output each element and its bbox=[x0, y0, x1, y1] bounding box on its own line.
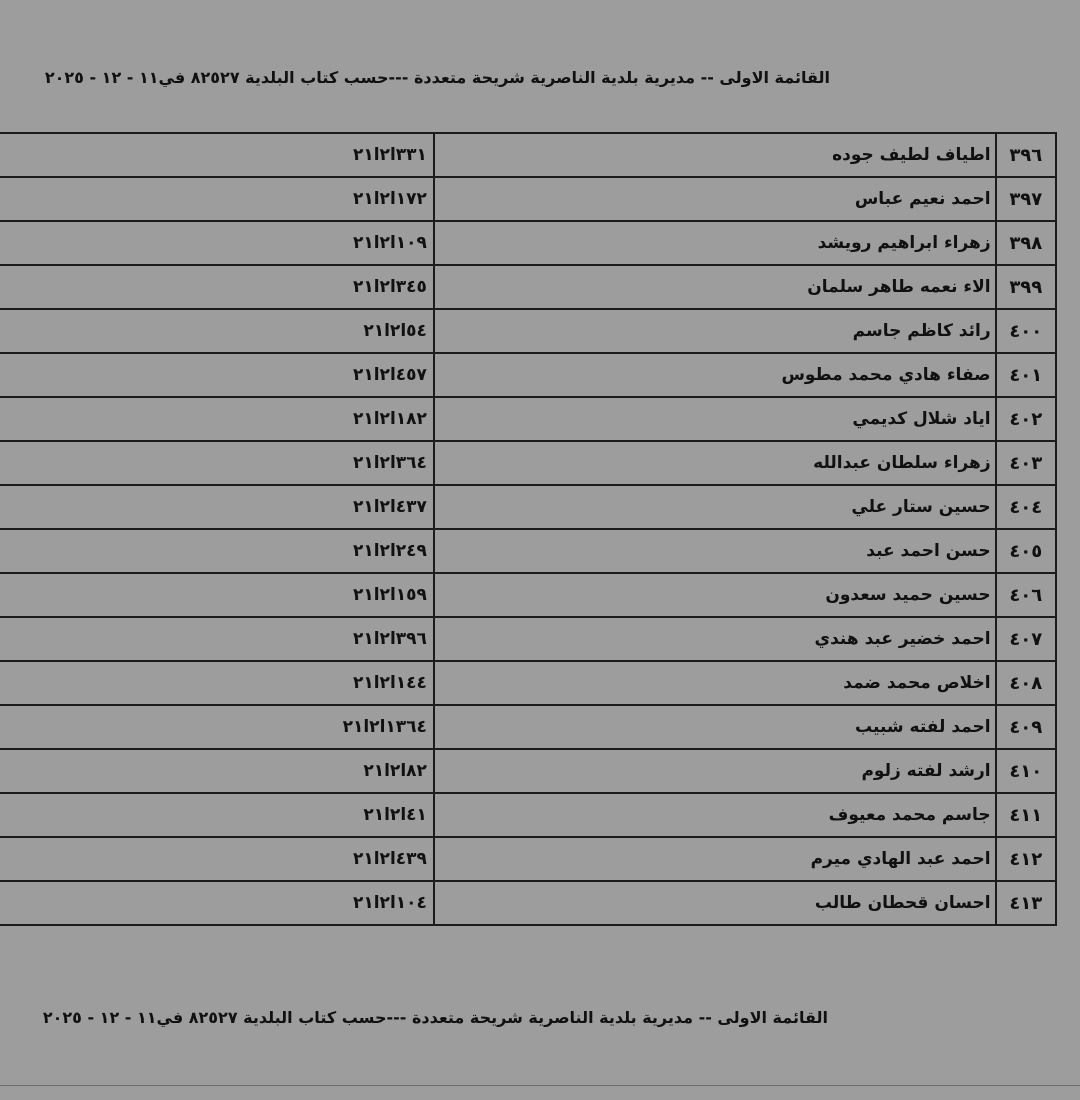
row-name: الاء نعمه طاهر سلمان bbox=[434, 265, 996, 309]
row-code: ١٣٦٤ا٢ا٢١ bbox=[0, 705, 434, 749]
row-name: احمد لفته شبيب bbox=[434, 705, 996, 749]
table-row bbox=[0, 529, 1056, 573]
row-number: ٣٩٩ bbox=[996, 265, 1056, 309]
table-row bbox=[0, 133, 1056, 177]
row-code: ١٨٢ا٢ا٢١ bbox=[0, 397, 434, 441]
row-code: ٤١ا٢ا٢١ bbox=[0, 793, 434, 837]
table-row bbox=[0, 221, 1056, 265]
table-row bbox=[0, 441, 1056, 485]
row-number: ٤٠٤ bbox=[996, 485, 1056, 529]
table-row bbox=[0, 265, 1056, 309]
row-name: حسين حميد سعدون bbox=[434, 573, 996, 617]
row-code: ٥٤ا٢ا٢١ bbox=[0, 309, 434, 353]
table-row bbox=[0, 353, 1056, 397]
row-number: ٤٠٦ bbox=[996, 573, 1056, 617]
row-number: ٤٠١ bbox=[996, 353, 1056, 397]
table-row bbox=[0, 881, 1056, 925]
table-body bbox=[0, 133, 1056, 925]
row-name: اطياف لطيف جوده bbox=[434, 133, 996, 177]
table-row bbox=[0, 661, 1056, 705]
row-number: ٤٠٨ bbox=[996, 661, 1056, 705]
row-name: اياد شلال كديمي bbox=[434, 397, 996, 441]
table-row bbox=[0, 397, 1056, 441]
row-code: ٢٤٩ا٢ا٢١ bbox=[0, 529, 434, 573]
table-row bbox=[0, 177, 1056, 221]
row-name: زهراء ابراهيم رويشد bbox=[434, 221, 996, 265]
row-name: زهراء سلطان عبدالله bbox=[434, 441, 996, 485]
row-code: ٤٥٧ا٢ا٢١ bbox=[0, 353, 434, 397]
table-row bbox=[0, 617, 1056, 661]
table-row bbox=[0, 837, 1056, 881]
row-name: اخلاص محمد ضمد bbox=[434, 661, 996, 705]
row-code: ٤٣٩ا٢ا٢١ bbox=[0, 837, 434, 881]
row-name: حسين ستار علي bbox=[434, 485, 996, 529]
row-number: ٤٠٣ bbox=[996, 441, 1056, 485]
row-number: ٤٠٩ bbox=[996, 705, 1056, 749]
table-row bbox=[0, 749, 1056, 793]
table-row bbox=[0, 793, 1056, 837]
table-row bbox=[0, 573, 1056, 617]
row-number: ٤١٢ bbox=[996, 837, 1056, 881]
row-number: ٤١٠ bbox=[996, 749, 1056, 793]
row-code: ٨٢ا٢ا٢١ bbox=[0, 749, 434, 793]
row-code: ٤٣٧ا٢ا٢١ bbox=[0, 485, 434, 529]
row-number: ٤٠٢ bbox=[996, 397, 1056, 441]
row-number: ٤٠٥ bbox=[996, 529, 1056, 573]
row-name: احمد عبد الهادي ميرم bbox=[434, 837, 996, 881]
row-code: ١٥٩ا٢ا٢١ bbox=[0, 573, 434, 617]
row-number: ٣٩٦ bbox=[996, 133, 1056, 177]
row-code: ٣٦٤ا٢ا٢١ bbox=[0, 441, 434, 485]
row-code: ٣٤٥ا٢ا٢١ bbox=[0, 265, 434, 309]
row-name: ارشد لفته زلوم bbox=[434, 749, 996, 793]
row-number: ٤٠٠ bbox=[996, 309, 1056, 353]
row-name: صفاء هادي محمد مطوس bbox=[434, 353, 996, 397]
table-row bbox=[0, 309, 1056, 353]
beneficiary-table bbox=[0, 132, 1057, 926]
document-footer: القائمة الاولى -- مديرية بلدية الناصرية شريحة متعددة ---حسب كتاب البلدية ٨٢٥٢٧ في١١ - ١٢ - ٢٠٢٥ bbox=[42, 1008, 828, 1027]
row-code: ١٧٢ا٢ا٢١ bbox=[0, 177, 434, 221]
row-name: جاسم محمد معيوف bbox=[434, 793, 996, 837]
row-code: ٣٣١ا٢ا٢١ bbox=[0, 133, 434, 177]
row-number: ٣٩٧ bbox=[996, 177, 1056, 221]
row-code: ١٠٩ا٢ا٢١ bbox=[0, 221, 434, 265]
row-name: احمد خضير عبد هندي bbox=[434, 617, 996, 661]
row-name: احسان قحطان طالب bbox=[434, 881, 996, 925]
row-code: ١٤٤ا٢ا٢١ bbox=[0, 661, 434, 705]
row-number: ٤١٣ bbox=[996, 881, 1056, 925]
row-code: ١٠٤ا٢ا٢١ bbox=[0, 881, 434, 925]
row-name: حسن احمد عبد bbox=[434, 529, 996, 573]
row-name: احمد نعيم عباس bbox=[434, 177, 996, 221]
row-name: رائد كاظم جاسم bbox=[434, 309, 996, 353]
document-header: القائمة الاولى -- مديرية بلدية الناصرية شريحة متعددة ---حسب كتاب البلدية ٨٢٥٢٧ في١١ - ١٢ - ٢٠٢٥ bbox=[44, 68, 830, 87]
row-code: ٣٩٦ا٢ا٢١ bbox=[0, 617, 434, 661]
row-number: ٣٩٨ bbox=[996, 221, 1056, 265]
table-row bbox=[0, 485, 1056, 529]
table-row bbox=[0, 705, 1056, 749]
row-number: ٤٠٧ bbox=[996, 617, 1056, 661]
page-edge-line bbox=[0, 1085, 1080, 1086]
row-number: ٤١١ bbox=[996, 793, 1056, 837]
